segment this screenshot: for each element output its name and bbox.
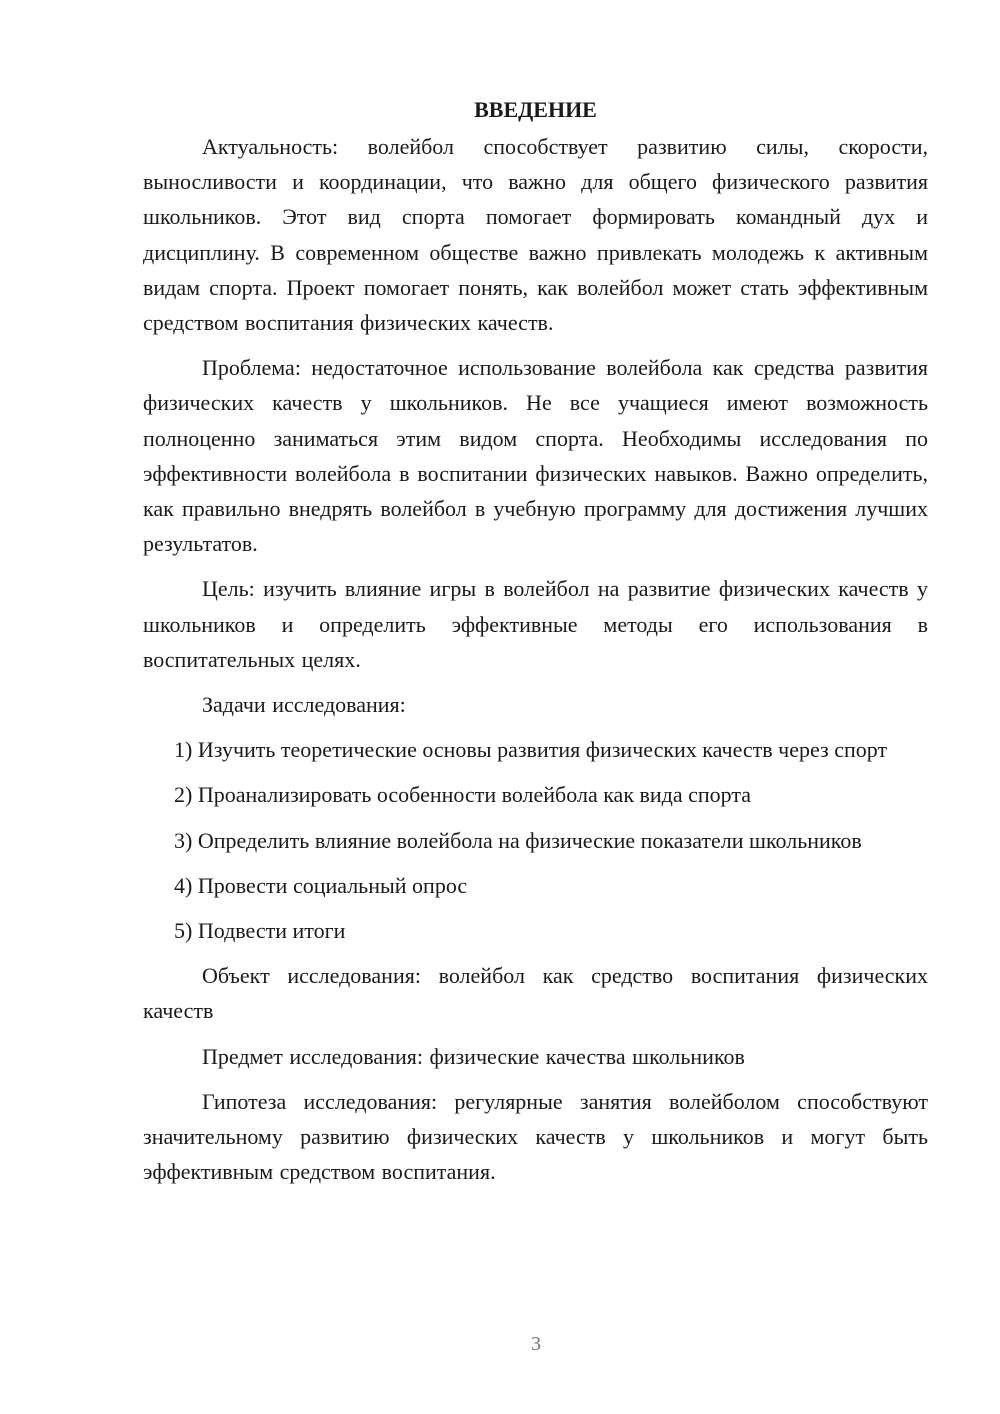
tasks-heading: Задачи исследования:: [202, 692, 406, 718]
task-item-5: 5) Подвести итоги: [174, 918, 346, 944]
hypothesis-paragraph: Гипотеза исследования: регулярные занятия волейболом способствуют значительному развитию физических качеств у школьников и могут быть эффективным средством воспитания.: [143, 1088, 928, 1185]
task-item-1: 1) Изучить теоретические основы развития физических качеств через спорт: [174, 737, 888, 763]
task-item-4: 4) Провести социальный опрос: [174, 872, 468, 898]
goal-paragraph: Цель: изучить влияние игры в волейбол на развитие физических качеств у школьников и определить эффективные методы его использования в воспитательных целях.: [143, 576, 928, 672]
task-item-3: 3) Определить влияние волейбола на физические показатели школьников: [174, 827, 862, 853]
relevance-paragraph: Актуальность: волейбол способствует развитию силы, скорости, выносливости и координации, что важно для общего физического развития школьников. Этот вид спорта помогает формировать командный дух и дисциплину. В современном обществе важно привлекать молодежь к активным видам спорта. Проект помогает понять, как волейбол может стать эффективным средством воспитания физических качеств.: [143, 134, 928, 336]
subject-paragraph: Предмет исследования: физические качества школьников: [202, 1043, 745, 1069]
document-page: [143, 92, 928, 1199]
problem-paragraph: Проблема: недостаточное использование волейбола как средства развития физических качеств у школьников. Не все учащиеся имеют возможность полноценно заниматься этим видом спорта. Необходимы исследования по эффективности волейбола в воспитании физических навыков. Важно определить, как правильно внедрять волейбол в учебную программу для достижения лучших результатов.: [143, 355, 928, 557]
page-title: ВВЕДЕНИЕ: [474, 97, 597, 122]
page-number: 3: [531, 1333, 541, 1355]
object-paragraph: Объект исследования: волейбол как средство воспитания физических качеств: [143, 963, 928, 1024]
task-item-2: 2) Проанализировать особенности волейбола как вида спорта: [174, 782, 752, 808]
